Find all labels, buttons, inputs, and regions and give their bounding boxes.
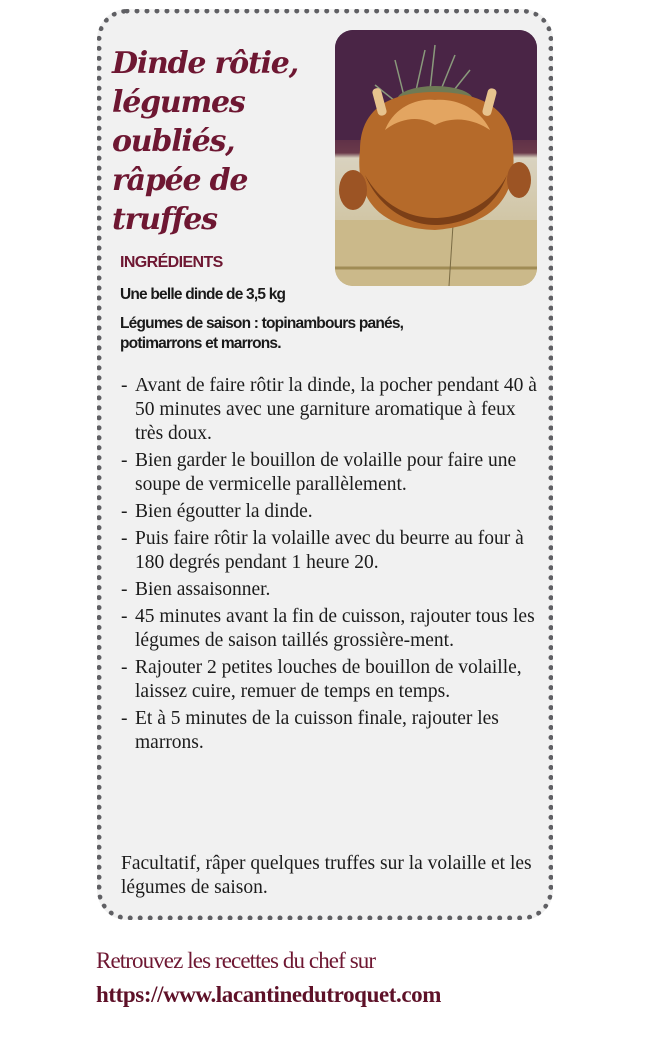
dash-bullet: - <box>121 579 128 600</box>
turkey-illustration-icon <box>335 30 537 286</box>
step-text: Et à 5 minutes de la cuisson finale, rajouter les marrons. <box>135 708 499 753</box>
step-item <box>121 605 541 653</box>
step-item <box>121 500 541 524</box>
step-text: Rajouter 2 petites louches de bouillon de volaille, laissez cuire, remuer de temps en temps. <box>135 657 522 702</box>
step-text: Avant de faire rôtir la dinde, la pocher pendant 40 à 50 minutes avec une garniture aromatique à feux très doux. <box>135 375 537 444</box>
ingredient-item: Légumes de saison : topinambours panés, potimarrons et marrons. <box>120 315 404 352</box>
website-link[interactable]: https://www.lacantinedutroquet.com <box>96 982 442 1007</box>
step-item <box>121 449 541 497</box>
dash-bullet: - <box>121 657 128 678</box>
step-item <box>121 707 541 755</box>
steps-list <box>121 374 541 758</box>
ingredients-heading: INGRÉDIENTS <box>120 254 223 271</box>
step-text: Bien assaisonner. <box>135 579 271 600</box>
dash-bullet: - <box>121 528 128 549</box>
recipe-title: Dinde rôtie, légumes oubliés, râpée de truffes <box>112 46 298 237</box>
step-item <box>121 656 541 704</box>
dash-bullet: - <box>121 606 128 627</box>
optional-note: Facultatif, râper quelques truffes sur la volaille et les légumes de saison. <box>121 853 532 898</box>
step-item <box>121 527 541 575</box>
dash-bullet: - <box>121 450 128 471</box>
step-text: 45 minutes avant la fin de cuisson, rajouter tous les légumes de saison taillés grossière-ment. <box>135 606 535 651</box>
footer-text: Retrouvez les recettes du chef sur <box>96 948 376 973</box>
dash-bullet: - <box>121 708 128 729</box>
ingredient-item: Une belle dinde de 3,5 kg <box>120 286 286 303</box>
step-text: Puis faire rôtir la volaille avec du beurre au four à 180 degrés pendant 1 heure 20. <box>135 528 524 573</box>
step-text: Bien égoutter la dinde. <box>135 501 313 522</box>
step-item <box>121 578 541 602</box>
step-item <box>121 374 541 446</box>
roast-turkey-image <box>335 30 537 286</box>
dash-bullet: - <box>121 375 128 396</box>
step-text: Bien garder le bouillon de volaille pour faire une soupe de vermicelle parallèlement. <box>135 450 517 495</box>
dash-bullet: - <box>121 501 128 522</box>
